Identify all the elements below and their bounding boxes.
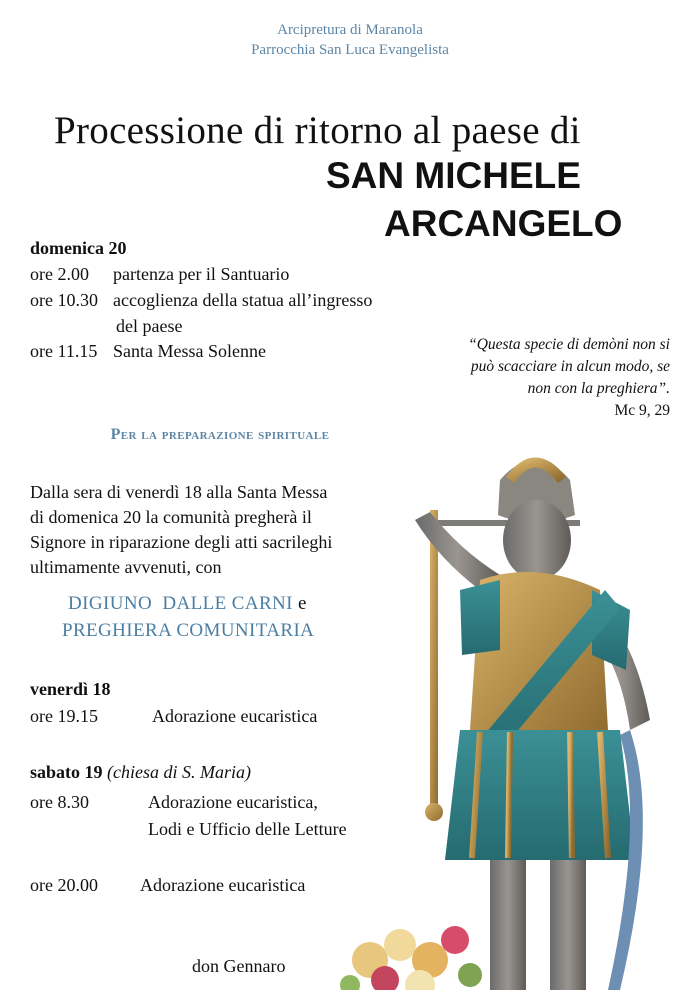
- preparation-paragraph: [30, 480, 332, 580]
- friday-day-label: venerdì 18: [30, 679, 111, 699]
- highlight-fasting-text: DIGIUNO DALLE CARNI: [68, 593, 293, 614]
- saturday-desc-1: Adorazione eucaristica,: [148, 792, 318, 812]
- saturday-day-text: sabato 19: [30, 762, 103, 782]
- scripture-quote: [400, 334, 670, 422]
- highlight-prayer: PREGHIERA COMUNITARIA: [62, 620, 315, 641]
- quote-line: “Questa specie di demòni non si: [468, 336, 670, 353]
- saturday-evening-desc: Adorazione eucaristica: [140, 875, 306, 895]
- title-line1: Processione di ritorno al paese di: [54, 109, 581, 152]
- sunday-desc-3: del paese: [116, 316, 183, 336]
- highlight-fasting: [68, 593, 307, 615]
- head: [503, 500, 571, 580]
- saturday-location-note: (chiesa di S. Maria): [107, 762, 251, 782]
- quote-line: non con la preghiera”.: [527, 380, 670, 397]
- paragraph-line: di domenica 20 la comunità pregherà il: [30, 507, 312, 527]
- sunday-desc-1: partenza per il Santuario: [113, 264, 290, 284]
- saturday-desc-2: Lodi e Ufficio delle Letture: [148, 819, 347, 839]
- saturday-day-label: [30, 762, 251, 783]
- title-line2: SAN MICHELE: [326, 155, 581, 196]
- sunday-desc-4: Santa Messa Solenne: [113, 341, 266, 361]
- sunday-desc-2: accoglienza della statua all’ingresso: [113, 290, 373, 310]
- paragraph-line: Signore in riparazione degli atti sacrileghi: [30, 532, 333, 552]
- sunday-time-1: ore 2.00: [30, 264, 89, 284]
- signature: don Gennaro: [192, 956, 286, 976]
- quote-reference: Mc 9, 29: [614, 402, 670, 419]
- sunday-time-2: ore 10.30: [30, 290, 98, 310]
- paragraph-line: ultimamente avvenuti, con: [30, 557, 222, 577]
- parish-name-line1: Arcipretura di Maranola: [277, 22, 423, 38]
- friday-time: ore 19.15: [30, 706, 98, 726]
- saturday-evening-time: ore 20.00: [30, 875, 98, 895]
- sunday-time-4: ore 11.15: [30, 341, 98, 361]
- highlight-conjunction: e: [292, 593, 307, 614]
- quote-line: può scacciare in alcun modo, se: [470, 358, 670, 375]
- parish-name-line2: Parrocchia San Luca Evangelista: [251, 42, 449, 58]
- saturday-time: ore 8.30: [30, 792, 89, 812]
- section-title-preparation: Per la preparazione spirituale: [110, 426, 330, 443]
- flowers: [340, 926, 482, 990]
- staff: [430, 510, 438, 810]
- title-line3: ARCANGELO: [384, 203, 623, 244]
- sunday-day-label: domenica 20: [30, 238, 127, 258]
- paragraph-line: Dalla sera di venerdì 18 alla Santa Messa: [30, 482, 328, 502]
- friday-desc: Adorazione eucaristica: [152, 706, 318, 726]
- statue-of-saint-michael-icon: [330, 440, 700, 990]
